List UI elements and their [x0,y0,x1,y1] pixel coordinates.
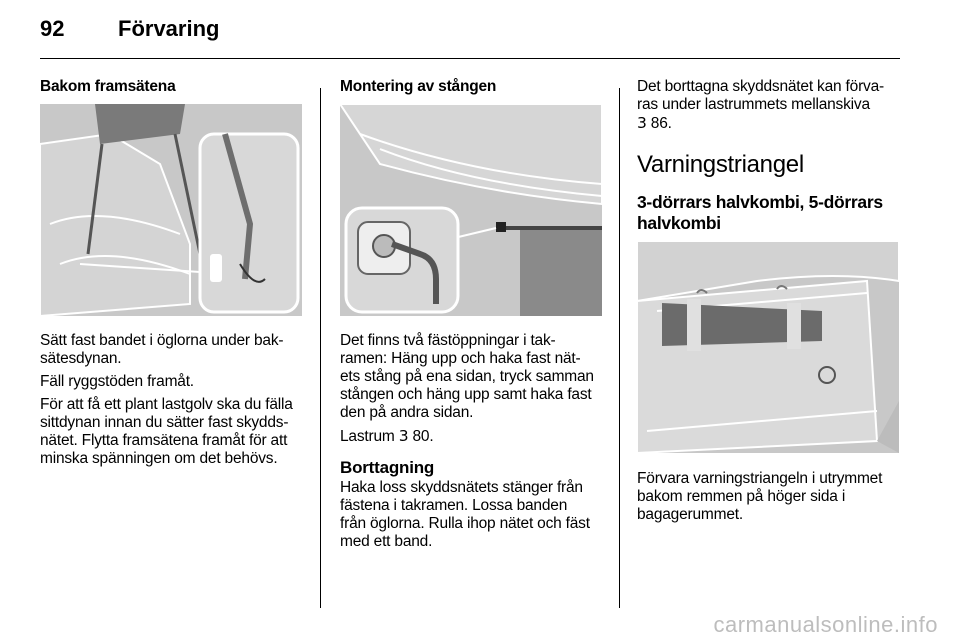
col3-line-1: Förvara varningstriangeln i utrymmet [637,470,883,487]
subheading-removal: Borttagning [340,458,435,477]
ref-symbol-icon: 3 [637,114,647,132]
subheading-line-1: 3-dörrars halvkombi, 5-dörrars [637,192,883,212]
col1-line-7: minska spänningen om det behövs. [40,450,278,467]
col3-intro-line-2: ras under lastrummets mellanskiva [637,96,870,113]
section-title-warning-triangle: Varningstriangel [637,151,804,178]
col2-line-2: ramen: Häng upp och haka fast nät- [340,350,581,367]
col3-intro [637,78,907,133]
ref-page: 86. [650,115,672,132]
col1-line-4: För att få ett plant lastgolv ska du fälla [40,396,293,413]
figure-seat-net-straps [40,104,302,316]
subheading-line-2: halvkombi [637,213,721,233]
section-heading-mounting-rod: Montering av stången [340,78,497,95]
col2-removal-line-2: fästena i takramen. Lossa banden [340,497,568,514]
column-divider-1 [320,88,321,608]
watermark: carmanualsonline.info [713,612,938,637]
cross-reference-cargo[interactable] [340,427,612,446]
col2-line-4: stången och häng upp samt haka fast [340,386,592,403]
cross-reference-floor[interactable] [637,114,907,133]
col2-removal-line-3: från öglorna. Rulla ihop nätet och fäst [340,515,590,532]
ref-label: Lastrum [340,428,395,445]
header-rule [40,58,900,59]
col1-line-1: Sätt fast bandet i öglorna under bak- [40,332,284,349]
figure-warning-triangle-storage [637,241,899,453]
col2-line-3: ets stång på ena sidan, tryck samman [340,368,594,385]
ref-symbol-icon: 3 [398,427,409,445]
col3-text [637,470,907,524]
col1-line-6: nätet. Flytta framsätena framåt för att [40,432,288,449]
figure-rod-mounting [340,104,602,316]
col2-removal-text [340,479,612,551]
col1-line-3: Fäll ryggstöden framåt. [40,373,194,390]
subheading-hatchback [637,192,907,234]
column-divider-2 [619,88,620,608]
col2-line-5: den på andra sidan. [340,404,474,421]
page-title: Förvaring [118,16,220,41]
page-number: 92 [40,16,65,41]
col2-line-1: Det finns två fästöppningar i tak- [340,332,556,349]
col2-removal-line-1: Haka loss skyddsnätets stänger från [340,479,583,496]
col3-intro-line-1: Det borttagna skyddsnätet kan förva- [637,78,884,95]
seat-illustration [40,104,302,316]
rod-illustration [340,104,602,316]
section-heading-behind-seats: Bakom framsätena [40,78,176,95]
col2-text [340,332,612,446]
col1-line-5: sittdynan innan du sätter fast skydds- [40,414,289,431]
col1-line-2: sätesdynan. [40,350,122,367]
col2-removal-line-4: med ett band. [340,533,433,550]
col1-text [40,332,312,468]
col3-line-2: bakom remmen på höger sida i [637,488,846,505]
trunk-illustration [637,241,899,453]
ref-page: 80. [412,428,434,445]
col3-line-3: bagagerummet. [637,506,743,523]
